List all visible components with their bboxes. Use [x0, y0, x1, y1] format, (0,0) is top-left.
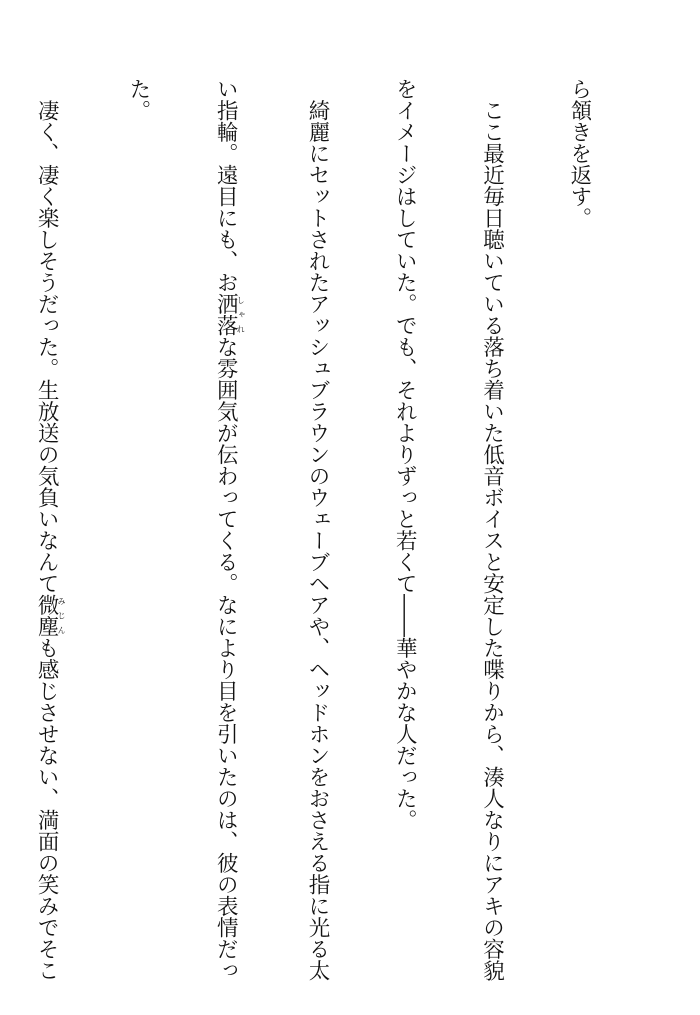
text-line: ら頷きを返す。 — [566, 78, 592, 229]
vertical-text-block — [0, 78, 652, 981]
text-line: た。 — [125, 78, 151, 121]
text-line: 綺麗にセットされたアッシュブラウンのウェーブヘアや、ヘッドホンをおさえる指に光る太 — [304, 78, 330, 981]
ruby-annotation: 洒落しゃれ — [213, 293, 246, 336]
text-line: をイメージはしていた。でも、それよりずっと若くて――華やかな人だった。 — [392, 78, 418, 831]
ruby-reading: しゃれ — [236, 293, 246, 336]
text-line: ここ最近毎日聴いている落ち着いた低音ボイスと安定した喋りから、湊人なりにアキの容貌 — [479, 78, 505, 981]
ruby-annotation: 微塵みじん — [34, 594, 67, 637]
text-line: 凄く、凄く楽しそうだった。生放送の気負いなんて微塵みじんも感じさせない、満面の笑みでそこ — [34, 78, 67, 981]
ruby-reading: みじん — [57, 594, 67, 637]
text-line: い指輪。遠目にも、お洒落しゃれな雰囲気が伝わってくる。なにより目を引いたのは、彼の表情だっ — [213, 78, 246, 981]
